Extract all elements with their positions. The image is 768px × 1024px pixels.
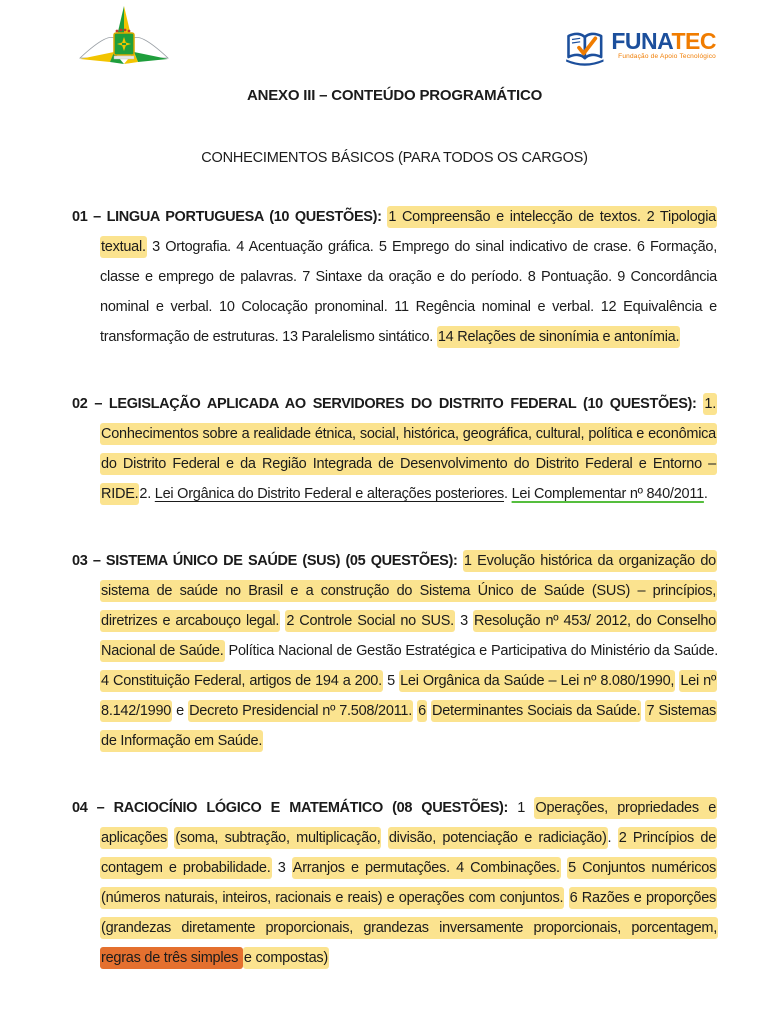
gdf-crest-logo <box>70 6 178 72</box>
highlighted-text: 6 <box>417 700 427 722</box>
underlined-text: Lei Complementar nº 840/2011 <box>511 486 704 502</box>
section-heading-text: 04 – RACIOCÍNIO LÓGICO E MATEMÁTICO (08 QUESTÕES): <box>72 800 518 816</box>
funatec-name-secondary: TEC <box>671 28 716 54</box>
text-run: 3 <box>271 860 292 876</box>
highlighted-text: Arranjos e permutações. 4 Combinações. <box>292 857 561 879</box>
text-run: 3 Ortografia. 4 Acentuação gráfica. 5 Emprego do sinal indicativo de crase. 6 Formação, classe e emprego de palavras. 7 Sintaxe da oração e do período. 8 Pontuação. 9 Concordância nominal e verbal. 10 Colocação pronominal. 11 Regência nominal e verbal. 12 Equivalência e transformação de estruturas. 13 Paralelismo sintático. <box>100 239 717 345</box>
highlighted-text: 1 Compreensão e intelecção de textos. 2 Tipologia textual. <box>100 206 717 258</box>
underlined-text: Lei Orgânica do Distrito Federal e alterações posteriores <box>154 486 505 502</box>
highlighted-text: e compostas) <box>243 947 329 969</box>
highlighted-text: 14 Relações de sinonímia e antonímia. <box>437 326 680 348</box>
funatec-name <box>611 30 716 52</box>
highlighted-text: Determinantes Sociais da Saúde. <box>431 700 641 722</box>
highlighted-text: Resolução nº 453/ 2012, do Conselho Nacional de Saúde. <box>100 610 717 662</box>
text-run: 3 <box>454 613 474 629</box>
funatec-name-primary: FUNA <box>611 28 672 54</box>
highlighted-text: 7 Sistemas de Informação em Saúde. <box>100 700 717 752</box>
highlighted-text: 2 Controle Social no SUS. <box>285 610 455 632</box>
highlighted-text: 4 Constituição Federal, artigos de 194 a 200. <box>100 670 383 692</box>
highlighted-text: Decreto Presidencial nº 7.508/2011. <box>188 700 413 722</box>
section-heading-text: 01 – LINGUA PORTUGUESA (10 QUESTÕES): <box>72 209 388 225</box>
highlighted-text: divisão, potenciação e radiciação) <box>388 827 608 849</box>
open-book-icon <box>565 30 607 70</box>
highlighted-text: 6 Razões e proporções (grandezas diretamente proporcionais, grandezas inversamente proporcionais, porcentagem, <box>100 887 718 939</box>
section-heading-text: 03 – SISTEMA ÚNICO DE SAÚDE (SUS) (05 QUESTÕES): <box>72 553 463 569</box>
text-run: 1 <box>517 800 535 816</box>
funatec-wordmark <box>611 30 716 61</box>
document-content <box>72 0 717 973</box>
section-paragraph <box>72 389 717 509</box>
highlighted-text: Operações, propriedades e aplicações <box>100 797 717 849</box>
page-subtitle: CONHECIMENTOS BÁSICOS (PARA TODOS OS CARGOS) <box>201 150 588 166</box>
text-run <box>381 830 387 846</box>
section-paragraph <box>72 202 717 352</box>
text-run: . <box>504 486 512 502</box>
funatec-logo <box>565 30 716 70</box>
highlighted-text: 5 Conjuntos numéricos (números naturais, inteiros, racionais e reais) e operações com conjuntos. <box>100 857 717 909</box>
section-paragraph <box>72 546 717 756</box>
funatec-tagline: Fundação de Apoio Tecnológico <box>618 53 716 60</box>
text-run: e <box>172 703 189 719</box>
highlighted-text: 2 Princípios de contagem e probabilidade. <box>100 827 717 879</box>
text-run: Política Nacional de Gestão Estratégica e Participativa do Ministério da Saúde. <box>224 643 718 659</box>
section-heading-text: 02 – LEGISLAÇÃO APLICADA AO SERVIDORES DO DISTRITO FEDERAL (10 QUESTÕES): <box>72 396 704 412</box>
highlighted-text: Lei nº 8.142/1990 <box>100 670 717 722</box>
highlighted-text: 1. Conhecimentos sobre a realidade étnica, social, histórica, geográfica, cultural, política e econômica do Distrito Federal e da Região Integrada de Desenvolvimento do Distrito Federal e Entorno – RIDE. <box>100 393 717 505</box>
text-run <box>564 890 568 906</box>
highlighted-text: (soma, subtração, multiplicação, <box>174 827 381 849</box>
highlighted-text: Lei Orgânica da Saúde – Lei nº 8.080/1990, <box>399 670 675 692</box>
highlighted-text: 1 Evolução histórica da organização do sistema de saúde no Brasil e a construção do Sistema Único de Saúde (SUS) – princípios, diretrizes e arcabouço legal. <box>100 550 717 632</box>
highlighted-text: regras de três simples <box>100 947 243 969</box>
text-run: . <box>607 830 618 846</box>
section-paragraph <box>72 793 717 973</box>
page-title: ANEXO III – CONTEÚDO PROGRAMÁTICO <box>246 87 543 104</box>
text-run: 2. <box>139 486 155 502</box>
text-run: . <box>703 486 708 502</box>
text-run: 5 <box>382 673 400 689</box>
sections <box>72 202 717 973</box>
